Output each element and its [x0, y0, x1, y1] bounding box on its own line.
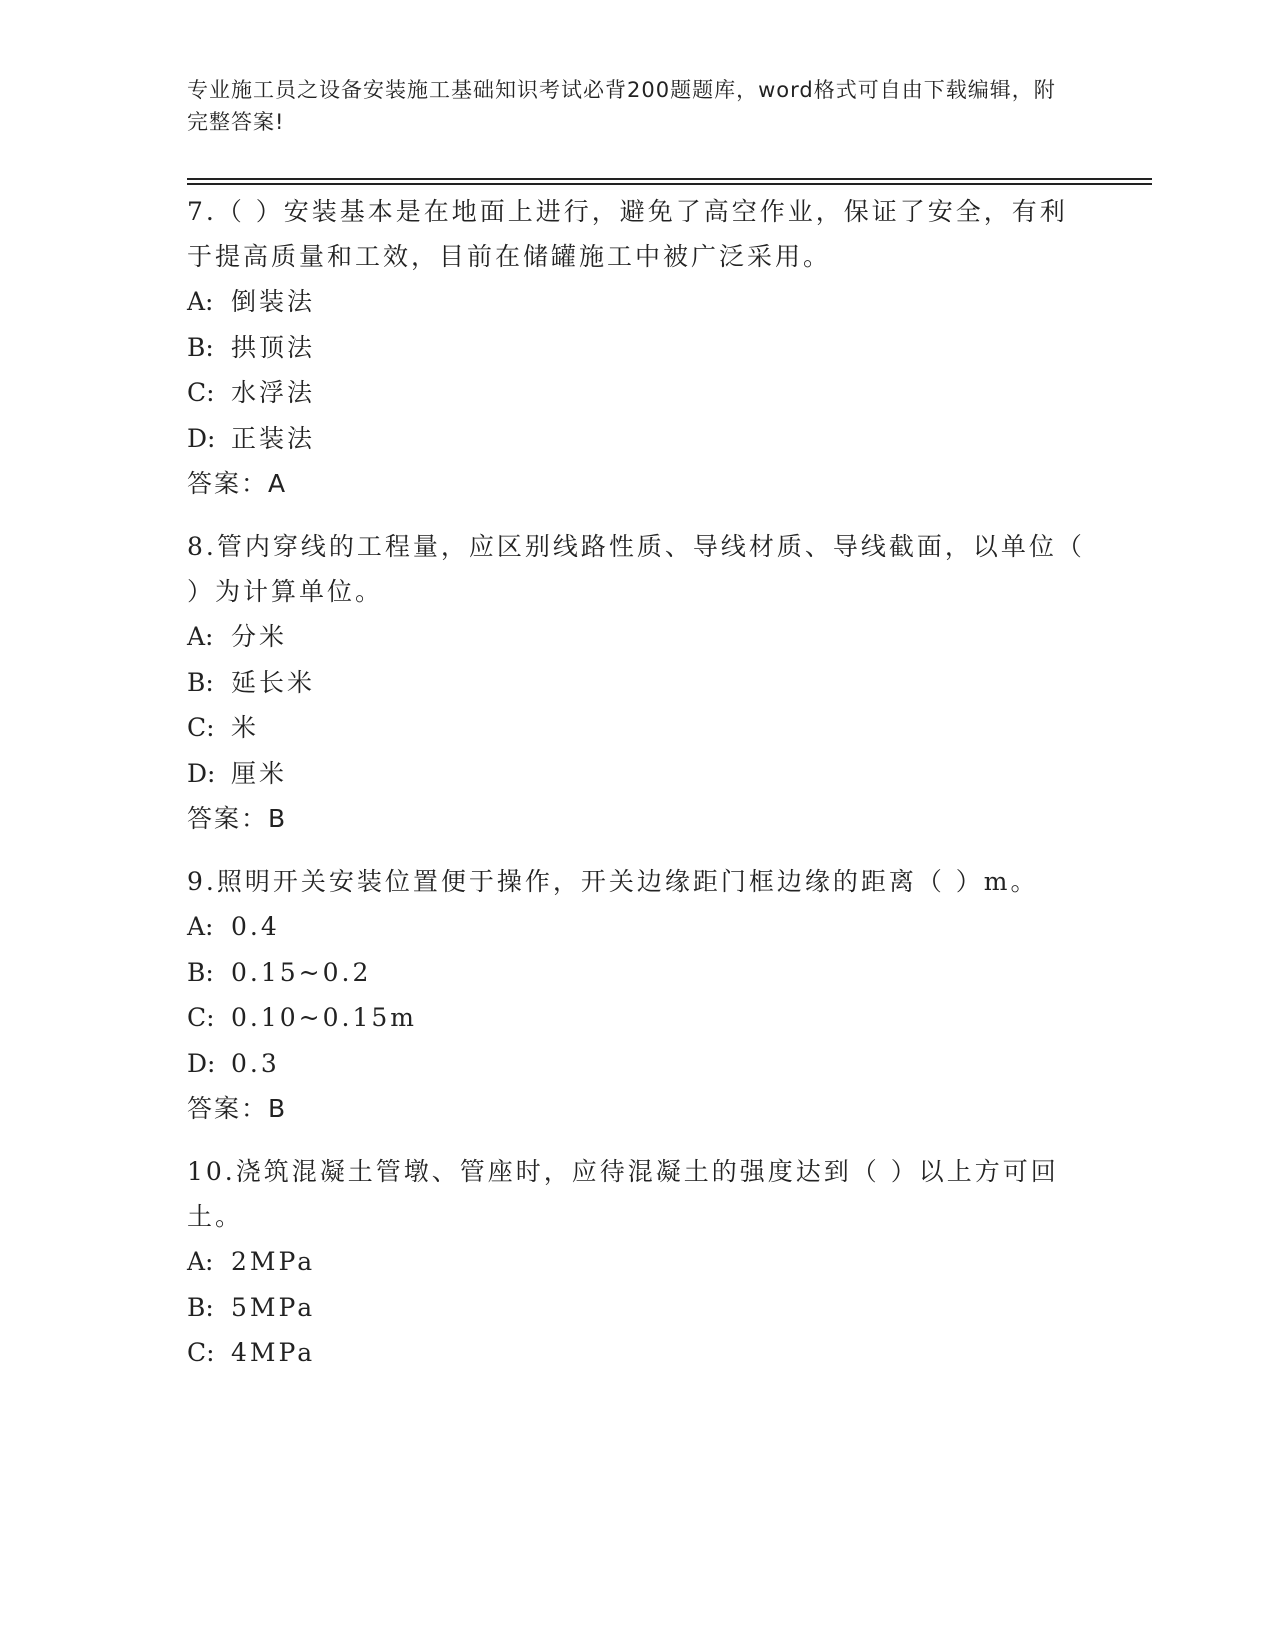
option-letter: B:: [187, 332, 214, 362]
option-b: [187, 660, 1087, 706]
question-list: [187, 189, 1087, 1394]
option-a: [187, 614, 1087, 660]
option-a: [187, 1239, 1087, 1285]
header-title: 专业施工员之设备安装施工基础知识考试必背200题题库，word格式可自由下载编辑，附完整答案!: [187, 78, 1056, 134]
option-text: 倒装法: [231, 287, 316, 316]
option-c: [187, 705, 1087, 751]
header-rule-top: [187, 178, 1152, 180]
question-text: 9.照明开关安装位置便于操作，开关边缘距门框边缘的距离（ ）m。: [187, 867, 1039, 896]
option-letter: C:: [187, 1003, 215, 1032]
option-letter: A:: [187, 287, 214, 316]
answer-value: A: [268, 469, 286, 498]
option-text: 厘米: [231, 758, 288, 788]
option-d: [187, 1041, 1087, 1087]
question-10: [187, 1149, 1087, 1376]
option-text: 分米: [231, 622, 288, 651]
option-text: 0.4: [231, 912, 280, 941]
option-letter: C:: [187, 1338, 215, 1367]
option-letter: B:: [187, 1292, 214, 1322]
answer-label: 答案：: [187, 1094, 269, 1123]
option-text: 米: [231, 713, 260, 742]
option-letter: D:: [187, 1048, 216, 1078]
option-a: [187, 279, 1087, 325]
question-text: 7.（ ）安装基本是在地面上进行，避免了高空作业，保证了安全，有利于提高质量和工效，目前在储罐施工中被广泛采用。: [187, 197, 1068, 271]
option-letter: D:: [187, 423, 216, 453]
question-9: [187, 859, 1087, 1131]
option-text: 延长米: [231, 667, 316, 697]
answer-label: 答案：: [187, 804, 269, 833]
option-text: 2MPa: [231, 1247, 316, 1276]
option-text: 5MPa: [231, 1292, 316, 1322]
option-letter: B:: [187, 667, 214, 697]
option-a: [187, 904, 1087, 950]
answer-label: 答案：: [187, 469, 269, 498]
answer-line: [187, 1087, 1087, 1131]
option-letter: D:: [187, 758, 216, 788]
option-text: 正装法: [231, 423, 316, 453]
option-text: 0.3: [231, 1048, 280, 1078]
option-text: 0.15~0.2: [231, 957, 372, 987]
document-header: [187, 74, 1067, 138]
option-letter: A:: [187, 1247, 214, 1276]
option-letter: A:: [187, 622, 214, 651]
option-d: [187, 751, 1087, 797]
option-b: [187, 950, 1087, 996]
answer-line: [187, 797, 1087, 841]
answer-value: B: [268, 1094, 286, 1123]
option-d: [187, 416, 1087, 462]
question-7: [187, 189, 1087, 506]
question-text: 8.管内穿线的工程量，应区别线路性质、导线材质、导线截面，以单位（ ）为计算单位。: [187, 532, 1085, 606]
option-c: [187, 370, 1087, 416]
question-text: 10.浇筑混凝土管墩、管座时，应待混凝土的强度达到（ ）以上方可回土。: [187, 1157, 1059, 1231]
option-c: [187, 1330, 1087, 1376]
option-text: 水浮法: [231, 378, 316, 407]
option-letter: C:: [187, 378, 215, 407]
option-letter: B:: [187, 957, 214, 987]
option-c: [187, 995, 1087, 1041]
answer-line: [187, 462, 1087, 506]
header-rule-bottom: [187, 183, 1152, 185]
option-letter: A:: [187, 912, 214, 941]
answer-value: B: [268, 804, 286, 833]
option-text: 拱顶法: [231, 332, 316, 362]
option-b: [187, 1285, 1087, 1331]
option-text: 4MPa: [231, 1338, 316, 1367]
option-b: [187, 325, 1087, 371]
option-text: 0.10~0.15m: [231, 1003, 417, 1032]
question-8: [187, 524, 1087, 841]
option-letter: C:: [187, 713, 215, 742]
